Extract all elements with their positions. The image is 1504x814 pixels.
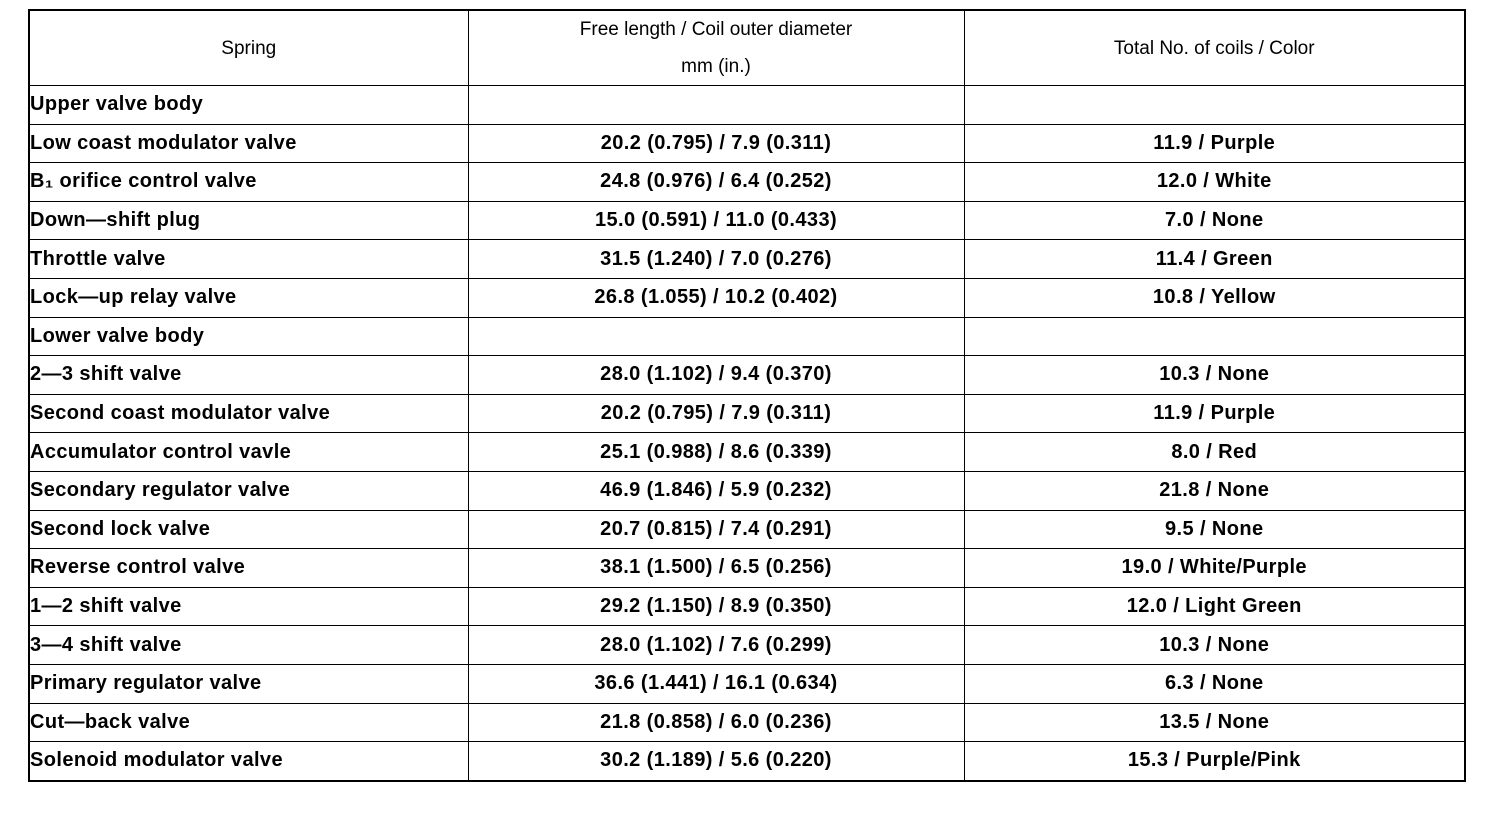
section-row [29, 86, 1465, 125]
free-length-cell: 15.0 (0.591) / 11.0 (0.433) [468, 201, 964, 240]
spring-name-cell: Reverse control valve [29, 549, 468, 588]
free-length-cell: 20.2 (0.795) / 7.9 (0.311) [468, 124, 964, 163]
free-length-cell: 46.9 (1.846) / 5.9 (0.232) [468, 471, 964, 510]
free-length-cell: 20.2 (0.795) / 7.9 (0.311) [468, 394, 964, 433]
coils-color-cell: 10.3 / None [964, 356, 1465, 395]
spring-name-cell: 1—2 shift valve [29, 587, 468, 626]
coils-color-cell: 8.0 / Red [964, 433, 1465, 472]
spring-name-cell: Accumulator control vavle [29, 433, 468, 472]
free-length-cell: 30.2 (1.189) / 5.6 (0.220) [468, 742, 964, 781]
coils-color-cell: 11.9 / Purple [964, 124, 1465, 163]
table-row [29, 394, 1465, 433]
free-length-cell: 24.8 (0.976) / 6.4 (0.252) [468, 163, 964, 202]
coils-color-cell: 10.3 / None [964, 626, 1465, 665]
spring-name-cell: Cut—back valve [29, 703, 468, 742]
header-free-length-units: mm (in.) [681, 56, 751, 77]
table-row [29, 587, 1465, 626]
spring-name-cell: B₁ orifice control valve [29, 163, 468, 202]
empty-cell [468, 317, 964, 356]
table-row [29, 626, 1465, 665]
table-row [29, 471, 1465, 510]
free-length-cell: 28.0 (1.102) / 7.6 (0.299) [468, 626, 964, 665]
spring-name-cell: Lock—up relay valve [29, 278, 468, 317]
empty-cell [964, 317, 1465, 356]
free-length-cell: 29.2 (1.150) / 8.9 (0.350) [468, 587, 964, 626]
table-row [29, 356, 1465, 395]
free-length-cell: 31.5 (1.240) / 7.0 (0.276) [468, 240, 964, 279]
free-length-cell: 28.0 (1.102) / 9.4 (0.370) [468, 356, 964, 395]
section-row [29, 317, 1465, 356]
table-header [29, 10, 1465, 86]
header-coils-color: Total No. of coils / Color [964, 10, 1465, 86]
header-spring: Spring [29, 10, 468, 86]
coils-color-cell: 12.0 / White [964, 163, 1465, 202]
table-row [29, 163, 1465, 202]
spring-name-cell: Throttle valve [29, 240, 468, 279]
table-row [29, 278, 1465, 317]
header-free-length [468, 10, 964, 86]
table-row [29, 703, 1465, 742]
free-length-cell: 36.6 (1.441) / 16.1 (0.634) [468, 664, 964, 703]
spring-name-cell: Low coast modulator valve [29, 124, 468, 163]
spring-name-cell: Down—shift plug [29, 201, 468, 240]
section-title: Lower valve body [29, 317, 468, 356]
table-row [29, 742, 1465, 781]
spring-name-cell: 3—4 shift valve [29, 626, 468, 665]
free-length-cell: 25.1 (0.988) / 8.6 (0.339) [468, 433, 964, 472]
spring-name-cell: 2—3 shift valve [29, 356, 468, 395]
header-free-length-line1: Free length / Coil outer diameter [579, 19, 853, 40]
table-row [29, 549, 1465, 588]
coils-color-cell: 12.0 / Light Green [964, 587, 1465, 626]
coils-color-cell: 13.5 / None [964, 703, 1465, 742]
table-row [29, 124, 1465, 163]
table-row [29, 664, 1465, 703]
table-body [29, 86, 1465, 781]
header-row [29, 10, 1465, 86]
free-length-cell: 38.1 (1.500) / 6.5 (0.256) [468, 549, 964, 588]
coils-color-cell: 7.0 / None [964, 201, 1465, 240]
coils-color-cell: 9.5 / None [964, 510, 1465, 549]
spring-name-cell: Second lock valve [29, 510, 468, 549]
spring-spec-table [28, 9, 1466, 782]
coils-color-cell: 6.3 / None [964, 664, 1465, 703]
empty-cell [468, 86, 964, 125]
coils-color-cell: 11.9 / Purple [964, 394, 1465, 433]
free-length-cell: 20.7 (0.815) / 7.4 (0.291) [468, 510, 964, 549]
coils-color-cell: 10.8 / Yellow [964, 278, 1465, 317]
section-title: Upper valve body [29, 86, 468, 125]
spring-name-cell: Solenoid modulator valve [29, 742, 468, 781]
coils-color-cell: 21.8 / None [964, 471, 1465, 510]
spring-name-cell: Second coast modulator valve [29, 394, 468, 433]
coils-color-cell: 11.4 / Green [964, 240, 1465, 279]
spring-name-cell: Primary regulator valve [29, 664, 468, 703]
free-length-cell: 26.8 (1.055) / 10.2 (0.402) [468, 278, 964, 317]
table-row [29, 240, 1465, 279]
table-row [29, 201, 1465, 240]
coils-color-cell: 19.0 / White/Purple [964, 549, 1465, 588]
empty-cell [964, 86, 1465, 125]
spring-name-cell: Secondary regulator valve [29, 471, 468, 510]
table-row [29, 510, 1465, 549]
free-length-cell: 21.8 (0.858) / 6.0 (0.236) [468, 703, 964, 742]
coils-color-cell: 15.3 / Purple/Pink [964, 742, 1465, 781]
table-row [29, 433, 1465, 472]
